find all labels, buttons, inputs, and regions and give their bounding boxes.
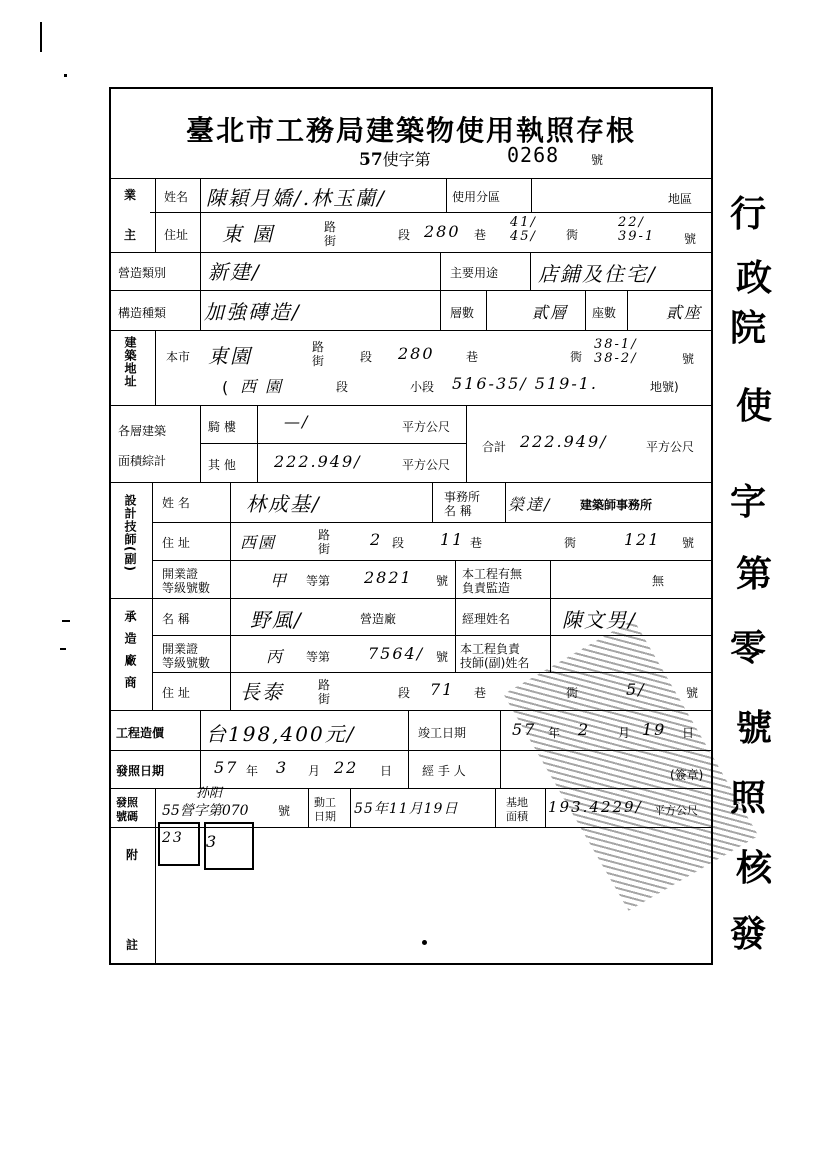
contractor-tech-label-1: 本工程負責 — [460, 642, 521, 656]
col-line — [408, 710, 409, 788]
site-lot-open: ( — [222, 378, 229, 397]
row-line — [109, 482, 713, 483]
owner-addr-lane-value: 280 — [424, 222, 461, 241]
col-line — [530, 252, 531, 290]
remark-stamp-1 — [158, 822, 200, 866]
base-unit: 平方公尺 — [654, 804, 698, 817]
row-line — [109, 598, 713, 599]
side-margin-char: 照 — [730, 777, 767, 819]
done-year: 57 — [512, 720, 537, 739]
structure-value: 加強磚造/ — [204, 300, 301, 324]
designer-addr-section-value: 2 — [370, 530, 383, 549]
col-line — [152, 598, 153, 710]
start-label-2: 日期 — [314, 810, 336, 823]
side-margin-char: 字 — [730, 481, 767, 523]
area-label-line1: 各層建築 — [118, 424, 167, 438]
issue-label: 發照日期 — [116, 764, 165, 778]
cost-label: 工程造價 — [116, 726, 165, 740]
designer-supervise-label-1: 本工程有無 — [462, 567, 523, 581]
contractor-license-grade: 等第 — [306, 650, 331, 664]
designer-license-no-value: 2821 — [364, 568, 413, 587]
designer-office-label-2: 名 稱 — [444, 504, 472, 518]
contractor-addr-road: 路 — [318, 678, 331, 692]
col-line — [440, 252, 441, 330]
site-no: 號 — [682, 352, 695, 366]
scan-speck — [64, 74, 67, 77]
site-city: 本市 — [166, 350, 191, 364]
contractor-addr-lane: 巷 — [474, 686, 487, 700]
col-line — [455, 560, 456, 598]
col-line — [432, 482, 433, 522]
site-alley: 衖 — [570, 350, 583, 364]
type-label: 營造類別 — [118, 266, 167, 280]
blocks-label: 座數 — [592, 306, 617, 320]
row-line — [200, 443, 466, 444]
col-line — [627, 290, 628, 330]
use-label: 主要用途 — [450, 266, 499, 280]
handler-label: 經 手 人 — [422, 764, 466, 778]
contractor-addr-section: 段 — [398, 686, 411, 700]
col-line — [152, 482, 153, 598]
site-lot-value: 516-35/ 519-1. — [452, 374, 598, 393]
contractor-license-no: 號 — [436, 650, 449, 664]
designer-addr-section: 段 — [392, 536, 405, 550]
designer-office-value: 榮達/ — [508, 495, 552, 514]
side-margin-char: 零 — [730, 627, 767, 669]
contractor-addr-road-value: 長泰 — [240, 680, 284, 704]
arcade-value: —/ — [284, 412, 310, 431]
permit-no-suffix: 號 — [278, 804, 291, 818]
side-margin-char: 號 — [736, 707, 773, 749]
site-lot-sub: 小段 — [410, 380, 435, 394]
side-margin-char: 院 — [730, 307, 767, 349]
designer-license-grade-value: 甲 — [270, 571, 289, 590]
permit-no-value: 55營字第070 — [162, 803, 249, 819]
designer-license-label-2: 等級號數 — [162, 581, 211, 595]
contractor-addr-label: 住 址 — [162, 686, 190, 700]
designer-addr-lane-value: 11 — [440, 530, 465, 549]
contractor-manager-value: 陳文男/ — [562, 608, 637, 632]
type-value: 新建/ — [208, 260, 261, 284]
scan-speck — [60, 648, 66, 650]
done-label: 竣工日期 — [418, 726, 467, 740]
base-label-2: 面積 — [506, 810, 528, 823]
contractor-license-grade-value: 丙 — [266, 647, 285, 666]
col-line — [495, 788, 496, 827]
col-line — [200, 178, 201, 252]
permit-suffix: 號 — [591, 153, 604, 167]
designer-license-no: 號 — [436, 574, 449, 588]
remarks-bottom: 註 — [126, 938, 139, 952]
blocks-value: 貳座 — [666, 303, 703, 322]
contractor-name-suffix: 營造廠 — [360, 612, 397, 626]
designer-addr-no: 號 — [682, 536, 695, 550]
remark-stamp-2-text: 3 — [206, 832, 219, 851]
col-line — [200, 710, 201, 788]
issue-month: 3 — [276, 758, 289, 777]
site-lane-value: 280 — [398, 344, 435, 363]
total-unit: 平方公尺 — [646, 440, 695, 454]
zone-label: 使用分區 — [452, 190, 501, 204]
site-label: 建築地址 — [123, 336, 137, 388]
remark-stamp-2 — [204, 822, 254, 870]
col-line — [466, 405, 467, 482]
base-value: 193.4229/ — [548, 798, 643, 816]
site-street: 街 — [312, 354, 325, 368]
contractor-license-label-2: 等級號數 — [162, 656, 211, 670]
done-month: 2 — [578, 720, 591, 739]
contractor-license-no-value: 7564/ — [368, 644, 425, 663]
col-line — [446, 178, 447, 212]
designer-license-label-1: 開業證 — [162, 567, 199, 581]
owner-addr-label: 住址 — [164, 228, 189, 242]
contractor-name-label: 名 稱 — [162, 612, 190, 626]
contractor-name-value: 野風/ — [250, 608, 303, 632]
col-line — [155, 178, 156, 252]
contractor-addr-alley: 衖 — [566, 686, 579, 700]
owner-name-label: 姓名 — [164, 190, 189, 204]
col-line — [308, 788, 309, 827]
designer-license-grade: 等第 — [306, 574, 331, 588]
side-margin-char: 行 — [730, 193, 767, 235]
permit-no-annot: 孙阳 — [196, 786, 223, 801]
scan-speck — [422, 940, 427, 945]
col-line — [155, 330, 156, 405]
site-lot-section: 段 — [336, 380, 349, 394]
col-line — [230, 598, 231, 710]
permit-number-line — [359, 143, 604, 170]
row-line — [152, 560, 713, 561]
designer-label: 設計技師(副) — [123, 494, 137, 572]
col-line — [350, 788, 351, 827]
designer-addr-lane: 巷 — [470, 536, 483, 550]
contractor-license-label-1: 開業證 — [162, 642, 199, 656]
col-line — [200, 405, 201, 482]
designer-supervise-label-2: 負責監造 — [462, 581, 511, 595]
remarks-top: 附 — [126, 848, 139, 862]
permit-label: 使字第 — [382, 150, 431, 169]
contractor-addr-lane-value: 71 — [430, 680, 455, 699]
designer-addr-road: 路 — [318, 528, 331, 542]
designer-addr-label: 住 址 — [162, 536, 190, 550]
remark-stamp-1-text: 23 — [162, 830, 184, 846]
site-lot-no: 地號) — [650, 380, 679, 394]
col-line — [545, 788, 546, 827]
permit-number: 0268 — [507, 143, 560, 167]
owner-addr-value: 東 園 — [222, 222, 275, 246]
col-line — [550, 598, 551, 672]
scan-speck — [40, 22, 42, 52]
site-lot-section-value: 西 園 — [240, 377, 284, 396]
owner-name-value: 陳穎月嬌/.林玉蘭/ — [206, 186, 386, 210]
issue-year: 57 — [214, 758, 239, 777]
side-margin-char: 使 — [736, 385, 773, 427]
form-title: 臺北市工務局建築物使用執照存根 — [185, 114, 636, 147]
row-line — [150, 212, 713, 213]
total-label: 合計 — [482, 440, 507, 454]
contractor-addr-street: 街 — [318, 692, 331, 706]
col-line — [486, 290, 487, 330]
other-unit: 平方公尺 — [402, 458, 451, 472]
row-line — [152, 522, 713, 523]
done-d: 日 — [682, 726, 695, 740]
designer-office-suffix: 建築師事務所 — [580, 498, 653, 512]
owner-addr-alley: 衖 — [566, 228, 579, 242]
side-margin-char: 第 — [736, 553, 773, 595]
contractor-manager-label: 經理姓名 — [462, 612, 511, 626]
arcade-label: 騎 樓 — [208, 420, 236, 434]
col-line — [455, 598, 456, 672]
owner-label-bottom: 主 — [124, 228, 137, 242]
side-margin-char: 核 — [736, 847, 773, 889]
site-lane: 巷 — [466, 350, 479, 364]
site-road-value: 東園 — [208, 344, 252, 368]
total-value: 222.949/ — [520, 432, 608, 451]
contractor-addr-no: 號 — [686, 686, 699, 700]
floors-label: 層數 — [450, 306, 475, 320]
use-value: 店鋪及住宅/ — [538, 262, 657, 286]
owner-addr-no-value: 22/ 39-1 — [618, 215, 656, 244]
done-day: 19 — [642, 720, 667, 739]
owner-addr-section: 段 — [398, 228, 411, 242]
designer-name-value: 林成基/ — [246, 492, 321, 516]
site-road: 路 — [312, 340, 325, 354]
owner-addr-alley-value: 41/ 45/ — [510, 215, 537, 244]
col-line — [531, 178, 532, 212]
col-line — [230, 482, 231, 598]
issue-d: 日 — [380, 764, 393, 778]
designer-addr-alley: 衖 — [564, 536, 577, 550]
side-margin-char: 政 — [736, 257, 773, 299]
designer-supervise-value: 無 — [652, 574, 665, 588]
done-m: 月 — [618, 726, 631, 740]
owner-addr-no: 號 — [684, 232, 697, 246]
structure-label: 構造種類 — [118, 306, 167, 320]
seal-label: (簽章) — [670, 768, 704, 782]
permit-no-label-2: 號碼 — [116, 810, 138, 823]
contractor-label: 承造廠商 — [123, 610, 137, 698]
floors-value: 貳層 — [532, 303, 569, 322]
owner-addr-road: 路 — [324, 220, 337, 234]
start-label-1: 動工 — [314, 796, 336, 809]
side-margin-char: 發 — [730, 913, 767, 955]
issue-day: 22 — [334, 758, 359, 777]
arcade-unit: 平方公尺 — [402, 420, 451, 434]
col-line — [500, 710, 501, 788]
col-line — [505, 482, 506, 522]
row-line — [109, 330, 713, 331]
designer-addr-road-value: 西園 — [240, 533, 277, 552]
permit-year: 57 — [359, 150, 383, 170]
owner-label-top: 業 — [124, 188, 137, 202]
scan-speck — [62, 620, 70, 622]
owner-addr-lane: 巷 — [474, 228, 487, 242]
zone-suffix: 地區 — [668, 192, 693, 206]
site-no-value: 38-1/ 38-2/ — [594, 337, 638, 366]
area-label-line2: 面積綜計 — [118, 454, 167, 468]
site-section: 段 — [360, 350, 373, 364]
permit-no-label-1: 發照 — [116, 796, 138, 809]
col-line — [155, 788, 156, 965]
base-label-1: 基地 — [506, 796, 528, 809]
other-value: 222.949/ — [274, 452, 362, 471]
designer-name-label: 姓 名 — [162, 496, 190, 510]
col-line — [550, 560, 551, 598]
start-value: 55年11月19日 — [354, 801, 459, 817]
contractor-tech-label-2: 技師(副)姓名 — [460, 656, 530, 670]
other-label: 其 他 — [208, 458, 236, 472]
owner-addr-street: 街 — [324, 234, 337, 248]
col-line — [257, 405, 258, 482]
issue-y: 年 — [246, 764, 259, 778]
contractor-addr-no-value: 5/ — [626, 680, 646, 699]
done-y: 年 — [548, 726, 561, 740]
issue-m: 月 — [308, 764, 321, 778]
designer-office-label-1: 事務所 — [444, 490, 481, 504]
designer-addr-no-value: 121 — [624, 530, 661, 549]
col-line — [200, 252, 201, 330]
designer-addr-street: 街 — [318, 542, 331, 556]
cost-value: 台198,400元/ — [206, 722, 356, 746]
col-line — [585, 290, 586, 330]
